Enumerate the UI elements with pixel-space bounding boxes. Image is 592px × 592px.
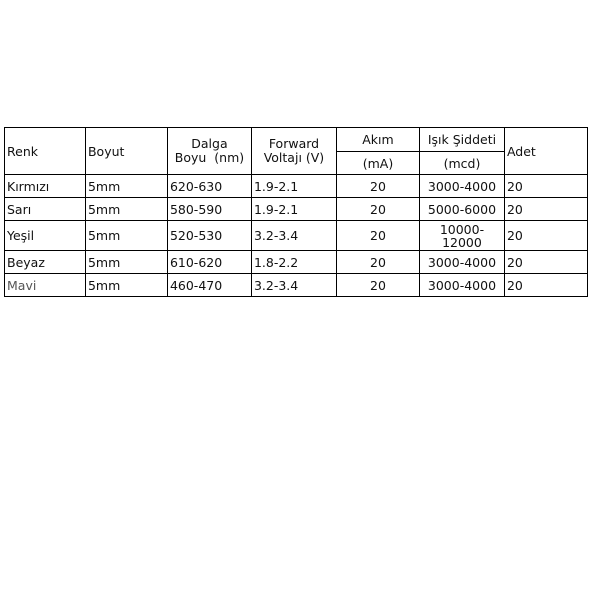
cell-dalga: 620-630 (167, 175, 251, 198)
table-row (5, 198, 588, 221)
header-dalga-boyu (167, 128, 251, 175)
table-row (5, 251, 588, 274)
cell-renk: Beyaz (5, 251, 86, 274)
cell-adet: 20 (504, 251, 587, 274)
header-boyut: Boyut (85, 128, 167, 175)
cell-boyut: 5mm (85, 251, 167, 274)
cell-renk: Yeşil (5, 221, 86, 251)
header-akim-unit: (mA) (336, 152, 419, 175)
cell-adet: 20 (504, 274, 587, 297)
table-row (5, 221, 588, 251)
cell-isik-line1: 10000- (439, 221, 485, 237)
cell-forward: 1.8-2.2 (251, 251, 336, 274)
cell-adet: 20 (504, 175, 587, 198)
cell-akim: 20 (336, 221, 419, 251)
header-dalga-line1: Dalga (191, 136, 228, 151)
cell-akim: 20 (336, 175, 419, 198)
cell-isik (419, 221, 504, 251)
table-row (5, 274, 588, 297)
header-forward-voltaji (251, 128, 336, 175)
cell-forward: 3.2-3.4 (251, 274, 336, 297)
cell-adet: 20 (504, 198, 587, 221)
led-spec-table (4, 127, 588, 297)
cell-boyut: 5mm (85, 221, 167, 251)
cell-forward: 1.9-2.1 (251, 198, 336, 221)
cell-renk: Mavi (5, 274, 86, 297)
cell-boyut: 5mm (85, 175, 167, 198)
header-row (5, 128, 588, 152)
cell-isik: 3000-4000 (419, 251, 504, 274)
cell-dalga: 460-470 (167, 274, 251, 297)
cell-akim: 20 (336, 274, 419, 297)
cell-adet: 20 (504, 221, 587, 251)
cell-isik: 3000-4000 (419, 274, 504, 297)
cell-boyut: 5mm (85, 274, 167, 297)
cell-dalga: 580-590 (167, 198, 251, 221)
cell-dalga: 520-530 (167, 221, 251, 251)
cell-renk: Kırmızı (5, 175, 86, 198)
header-isik-siddeti: Işık Şiddeti (419, 128, 504, 152)
cell-dalga: 610-620 (167, 251, 251, 274)
header-forward-line2: Voltajı (V) (263, 150, 325, 165)
table-row (5, 175, 588, 198)
cell-forward: 1.9-2.1 (251, 175, 336, 198)
header-dalga-line2: Boyu (nm) (174, 150, 245, 165)
header-isik-unit: (mcd) (419, 152, 504, 175)
cell-isik: 3000-4000 (419, 175, 504, 198)
header-renk: Renk (5, 128, 86, 175)
cell-akim: 20 (336, 198, 419, 221)
header-forward-line1: Forward (268, 136, 320, 151)
cell-isik: 5000-6000 (419, 198, 504, 221)
cell-forward: 3.2-3.4 (251, 221, 336, 251)
cell-isik-line2: 12000 (442, 234, 482, 250)
cell-akim: 20 (336, 251, 419, 274)
header-adet: Adet (504, 128, 587, 175)
cell-renk: Sarı (5, 198, 86, 221)
header-akim: Akım (336, 128, 419, 152)
cell-boyut: 5mm (85, 198, 167, 221)
